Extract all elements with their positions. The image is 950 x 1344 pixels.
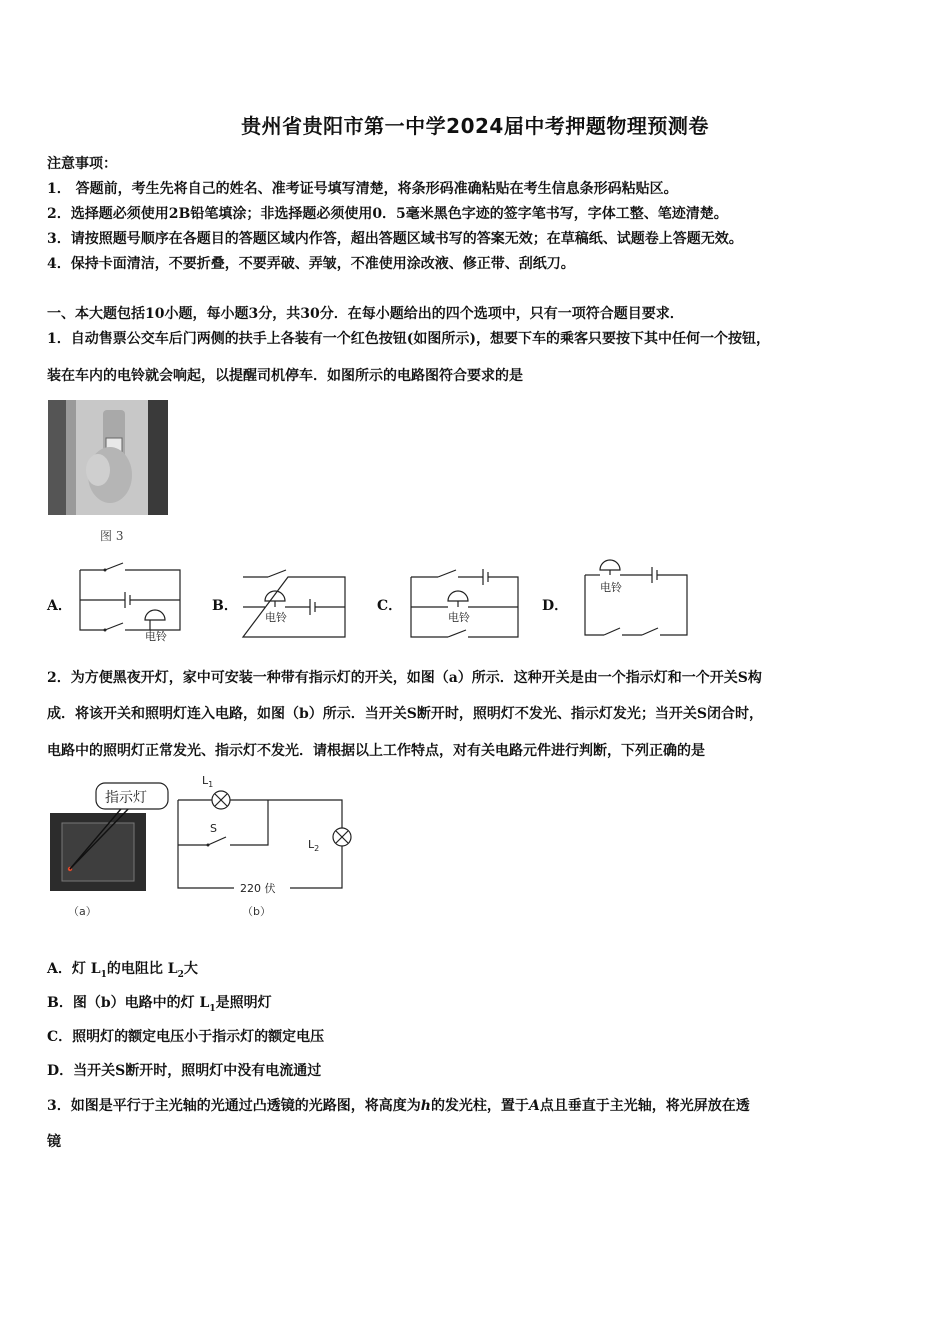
indicator-switch-photo <box>48 775 178 920</box>
figure-b-circuit <box>170 770 370 920</box>
bell-label: 电铃 <box>600 581 622 594</box>
circuit-c-diagram <box>408 565 523 645</box>
bell-label: 电铃 <box>448 611 470 624</box>
circuit-a-diagram <box>75 560 185 645</box>
option-c[interactable]: C．照明灯的额定电压小于指示灯的额定电压 <box>47 1029 325 1045</box>
bell-label: 电铃 <box>265 611 287 624</box>
switch-label: S <box>210 822 217 835</box>
question-3-line-1: 3．如图是平行于主光轴的光通过凸透镜的光路图，将高度为h的发光柱，置于A点且垂直于主光轴，将光屏放在透 <box>47 1098 750 1114</box>
notice-item: 2．选择题必须使用2B铅笔填涂；非选择题必须使用0．5毫米黑色字迹的签字笔书写，字体工整、笔迹清楚。 <box>47 206 728 222</box>
question-2-line-3: 电路中的照明灯正常发光、指示灯不发光．请根据以上工作特点，对有关电路元件进行判断，下列正确的是 <box>47 743 705 759</box>
figure-caption: 图 3 <box>100 529 124 543</box>
page-title: 贵州省贵阳市第一中学2024届中考押题物理预测卷 <box>241 114 709 138</box>
option-b-label[interactable]: B． <box>212 598 238 614</box>
indicator-callout: 指示灯 <box>105 790 147 806</box>
notice-heading: 注意事项： <box>47 156 117 172</box>
question-3-line-2: 镜 <box>47 1134 61 1150</box>
option-d-label[interactable]: D． <box>542 598 569 614</box>
figure-b-caption: （b） <box>242 905 271 918</box>
option-c-label[interactable]: C． <box>377 598 403 614</box>
circuit-d-diagram <box>582 555 694 645</box>
question-2-line-1: 2．为方便黑夜开灯，家中可安装一种带有指示灯的开关，如图（a）所示．这种开关是由一个指示灯和一个开关S构 <box>47 670 762 686</box>
section-heading: 一、本大题包括10小题，每小题3分，共30分．在每小题给出的四个选项中，只有一项符合题目要求． <box>47 306 684 322</box>
option-a[interactable]: A．灯 $L_1$的电阻比 $L_2$大 <box>47 961 198 980</box>
bus-button-photo <box>48 400 168 515</box>
l1-label: $L_1$ <box>202 774 214 789</box>
notice-item: 3．请按照题号顺序在各题目的答题区域内作答，超出答题区域书写的答案无效；在草稿纸、试题卷上答题无效。 <box>47 231 743 247</box>
circuit-b-diagram <box>240 565 350 645</box>
question-1-line-1: 1．自动售票公交车后门两侧的扶手上各装有一个红色按钮(如图所示)，想要下车的乘客只要按下其中任何一个按钮， <box>47 331 770 347</box>
voltage-label: 220 伏 <box>240 882 276 895</box>
option-d[interactable]: D．当开关S断开时，照明灯中没有电流通过 <box>47 1063 322 1079</box>
bell-label: 电铃 <box>145 630 167 643</box>
figure-a-caption: （a） <box>68 905 97 918</box>
option-b[interactable]: B．图（b）电路中的灯 $L_1$是照明灯 <box>47 995 272 1014</box>
l2-label: $L_2$ <box>308 838 320 853</box>
question-2-line-2: 成．将该开关和照明灯连入电路，如图（b）所示．当开关S断开时，照明灯不发光、指示灯发光；当开关S闭合时， <box>47 706 764 722</box>
notice-item: 4．保持卡面清洁，不要折叠，不要弄破、弄皱，不准使用涂改液、修正带、刮纸刀。 <box>47 256 575 272</box>
notice-item: 1． 答题前，考生先将自己的姓名、准考证号填写清楚，将条形码准确粘贴在考生信息条形码粘贴区。 <box>47 181 678 197</box>
question-1-line-2: 装在车内的电铃就会响起，以提醒司机停车．如图所示的电路图符合要求的是 <box>47 368 523 384</box>
option-a-label[interactable]: A． <box>47 598 72 614</box>
